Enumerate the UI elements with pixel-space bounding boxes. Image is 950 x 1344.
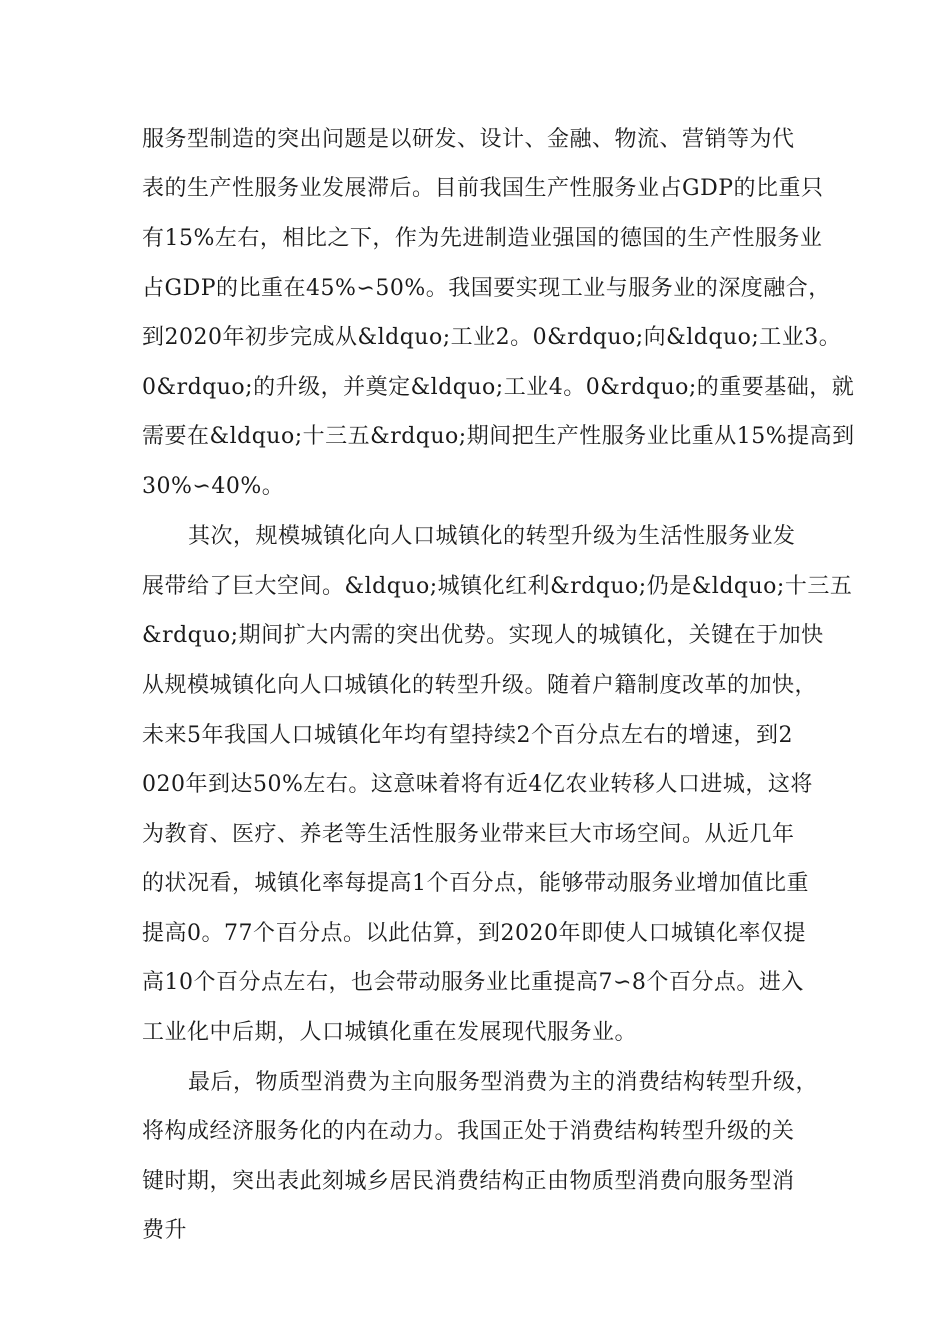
- text-line: 其次，规模城镇化向人口城镇化的转型升级为生活性服务业发: [188, 524, 796, 549]
- text-line: 工业化中后期，人口城镇化重在发展现代服务业。: [142, 1020, 638, 1045]
- text-line: &rdquo;期间扩大内需的突出优势。实现人的城镇化，关键在于加快: [142, 623, 824, 648]
- text-line: 最后，物质型消费为主向服务型消费为主的消费结构转型升级，: [188, 1070, 819, 1095]
- text-line: 的状况看，城镇化率每提高1个百分点，能够带动服务业增加值比重: [142, 871, 809, 896]
- text-line: 为教育、医疗、养老等生活性服务业带来巨大市场空间。从近几年: [142, 822, 795, 847]
- text-line: 费升: [142, 1218, 188, 1243]
- text-line: 从规模城镇化向人口城镇化的转型升级。随着户籍制度改革的加快，: [142, 673, 818, 698]
- text-line: 020年到达50%左右。这意味着将有近4亿农业转移人口进城，这将: [142, 772, 813, 797]
- text-line: 占GDP的比重在45%∽50%。我国要实现工业与服务业的深度融合，: [142, 276, 831, 301]
- text-line: 键时期，突出表此刻城乡居民消费结构正由物质型消费向服务型消: [142, 1169, 795, 1194]
- text-line: 展带给了巨大空间。&ldquo;城镇化红利&rdquo;仍是&ldquo;十三五: [142, 574, 853, 599]
- text-line: 到2020年初步完成从&ldquo;工业2。0&rdquo;向&ldquo;工业3。: [142, 325, 842, 350]
- text-line: 0&rdquo;的升级，并奠定&ldquo;工业4。0&rdquo;的重要基础，就: [142, 375, 855, 400]
- text-line: 30%∽40%。: [142, 474, 285, 499]
- text-line: 提高0。77个百分点。以此估算，到2020年即使人口城镇化率仅提: [142, 921, 806, 946]
- text-line: 将构成经济服务化的内在动力。我国正处于消费结构转型升级的关: [142, 1119, 795, 1144]
- text-line: 服务型制造的突出问题是以研发、设计、金融、物流、营销等为代: [142, 127, 795, 152]
- text-line: 高10个百分点左右，也会带动服务业比重提高7∽8个百分点。进入: [142, 970, 804, 995]
- text-line: 表的生产性服务业发展滞后。目前我国生产性服务业占GDP的比重只: [142, 176, 824, 201]
- text-line: 未来5年我国人口城镇化年均有望持续2个百分点左右的增速，到2: [142, 723, 793, 748]
- text-line: 需要在&ldquo;十三五&rdquo;期间把生产性服务业比重从15%提高到: [142, 424, 855, 449]
- text-line: 有15%左右，相比之下，作为先进制造业强国的德国的生产性服务业: [142, 226, 823, 251]
